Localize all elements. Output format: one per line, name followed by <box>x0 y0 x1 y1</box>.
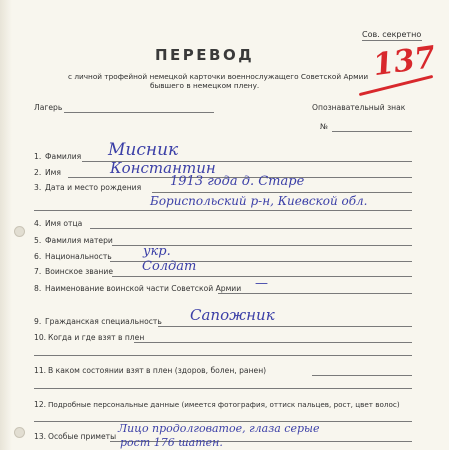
red-handwritten-mark: 137 <box>370 39 438 84</box>
field-12-label: Подробные персональные данные (имеется фотография, оттиск пальцев, рост, цвет волос) <box>48 400 400 409</box>
field-10-line-2 <box>34 355 412 356</box>
field-3-value-2: Бориспольский р-н, Киевской обл. <box>150 194 368 208</box>
field-13-number: 13. <box>34 432 47 441</box>
field-4-line <box>90 228 412 229</box>
field-4-label: Имя отца <box>45 219 83 228</box>
field-6-value: укр. <box>143 244 171 259</box>
secret-stamp: Сов. секретно <box>362 30 422 39</box>
field-8-value: — <box>255 276 268 291</box>
field-11-line-2 <box>34 388 412 389</box>
secret-underline <box>362 40 422 41</box>
field-7-label: Воинское звание <box>45 267 113 276</box>
field-1-number: 1. <box>34 152 42 161</box>
field-13-value-2: рост 176 шатен. <box>120 436 223 449</box>
paper-edge-shadow <box>0 0 12 450</box>
field-2-label: Имя <box>45 168 61 177</box>
punch-hole-bottom <box>14 427 25 438</box>
field-5-number: 5. <box>34 236 42 245</box>
field-8-line <box>218 293 412 294</box>
field-4-number: 4. <box>34 219 42 228</box>
camp-label: Лагерь <box>34 103 63 112</box>
field-9-number: 9. <box>34 317 42 326</box>
field-3-label: Дата и место рождения <box>45 183 142 192</box>
field-11-number: 11. <box>34 366 47 375</box>
field-5-label: Фамилия матери <box>45 236 113 245</box>
punch-hole-top <box>14 226 25 237</box>
field-9-line <box>158 326 412 327</box>
field-11-label: В каком состоянии взят в плен (здоров, болен, ранен) <box>48 366 267 375</box>
subtitle-line-1: с личной трофейной немецкой карточки военнослужащего Советской Армии <box>68 72 369 81</box>
field-3-number: 3. <box>34 183 42 192</box>
field-10-label: Когда и где взят в плен <box>48 333 145 342</box>
document-title: ПЕРЕВОД <box>155 46 255 64</box>
field-6-number: 6. <box>34 252 42 261</box>
field-10-number: 10. <box>34 333 47 342</box>
field-2-number: 2. <box>34 168 42 177</box>
field-3-line-2 <box>34 210 412 211</box>
field-8-label: Наименование воинской части Советской Армии <box>45 284 242 293</box>
field-3-line <box>152 192 412 193</box>
subtitle-line-2: бывшего в немецком плену. <box>150 81 260 90</box>
camp-line <box>64 112 214 113</box>
field-9-value: Сапожник <box>190 306 275 324</box>
tag-label: Опознавательный знак <box>312 103 406 112</box>
field-2-value: Константин <box>110 159 216 177</box>
field-1-label: Фамилия <box>45 152 82 161</box>
field-9-label: Гражданская специальность <box>45 317 162 326</box>
field-12-number: 12. <box>34 400 47 409</box>
field-13-value: Лицо продолговатое, глаза серые <box>118 422 320 435</box>
field-8-number: 8. <box>34 284 42 293</box>
field-1-value: Мисник <box>108 140 179 160</box>
field-10-line <box>134 342 412 343</box>
number-label: № <box>320 122 328 131</box>
field-7-number: 7. <box>34 267 42 276</box>
field-13-label: Особые приметы <box>48 432 117 441</box>
field-7-value: Солдат <box>142 259 197 274</box>
field-3-value: 1913 года д. Старе <box>170 174 305 189</box>
field-11-line <box>312 375 412 376</box>
field-6-label: Национальность <box>45 252 112 261</box>
number-line <box>332 131 412 132</box>
